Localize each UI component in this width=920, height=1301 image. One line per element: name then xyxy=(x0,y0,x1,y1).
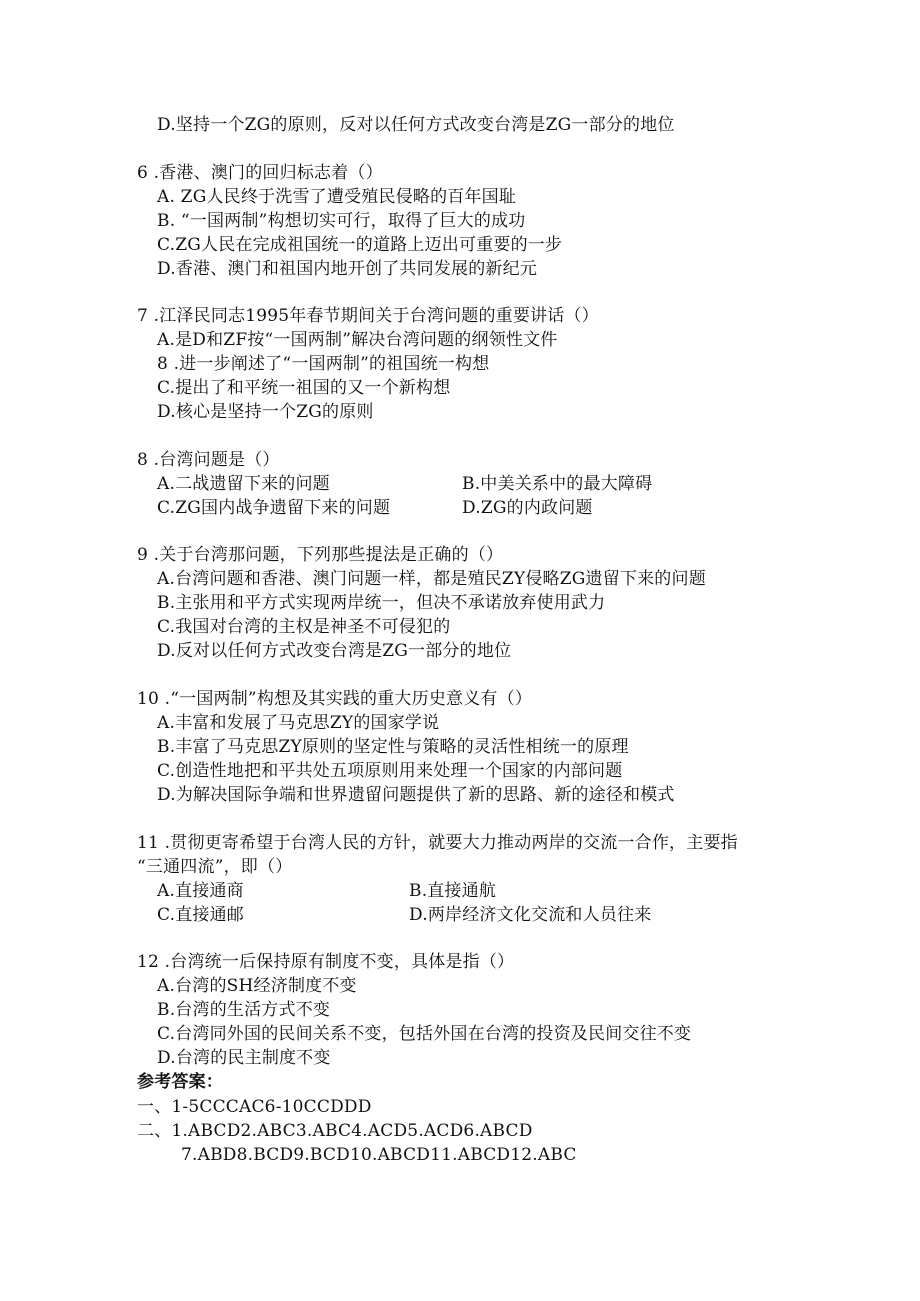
q10-option-d: D.为解决国际争端和世界遗留问题提供了新的思路、新的途径和模式 xyxy=(157,785,675,805)
question-8: 8 .台湾问题是（） xyxy=(137,450,280,470)
question-9: 9 .关于台湾那问题，下列那些提法是正确的（） xyxy=(137,545,504,565)
question-11-continued: “三通四流”，即（） xyxy=(137,857,293,877)
q6-option-a: A. ZG人民终于洗雪了遭受殖民侵略的百年国耻 xyxy=(157,187,517,207)
answer-key-part-2: 二、1.ABCD2.ABC3.ABC4.ACD5.ACD6.ABCD xyxy=(137,1121,533,1141)
q7-option-b: 8 .进一步阐述了“一国两制”的祖国统一构想 xyxy=(157,354,490,374)
q6-option-d: D.香港、澳门和祖国内地开创了共同发展的新纪元 xyxy=(157,259,538,279)
option-d-q5: D.坚持一个ZG的原则，反对以任何方式改变台湾是ZG一部分的地位 xyxy=(157,115,675,135)
q8-option-d: D.ZG的内政问题 xyxy=(462,498,593,518)
q9-option-d: D.反对以任何方式改变台湾是ZG一部分的地位 xyxy=(157,641,512,661)
q8-option-b: B.中美关系中的最大障碍 xyxy=(462,474,653,494)
q11-option-a: A.直接通商 xyxy=(157,881,244,901)
question-6: 6 .香港、澳门的回归标志着（） xyxy=(137,163,383,183)
answer-key-title: 参考答案： xyxy=(137,1072,223,1092)
q12-option-d: D.台湾的民主制度不变 xyxy=(157,1048,331,1068)
q8-option-c: C.ZG国内战争遗留下来的问题 xyxy=(157,498,391,518)
q6-option-c: C.ZG人民在完成祖国统一的道路上迈出可重要的一步 xyxy=(157,235,563,255)
q7-option-a: A.是D和ZF按“一国两制”解决台湾问题的纲领性文件 xyxy=(157,330,558,350)
q10-option-a: A.丰富和发展了马克思ZY的国家学说 xyxy=(157,713,440,733)
q9-option-c: C.我国对台湾的主权是神圣不可侵犯的 xyxy=(157,617,451,637)
q12-option-a: A.台湾的SH经济制度不变 xyxy=(157,976,357,996)
question-10: 10 .“一国两制”构想及其实践的重大历史意义有（） xyxy=(137,689,533,709)
q11-option-c: C.直接通邮 xyxy=(157,905,245,925)
q9-option-a: A.台湾问题和香港、澳门问题一样，都是殖民ZY侵略ZG遗留下来的问题 xyxy=(157,569,706,589)
q7-option-d: D.核心是坚持一个ZG的原则 xyxy=(157,402,374,422)
question-11: 11 .贯彻更寄希望于台湾人民的方针，就要大力推动两岸的交流一合作，主要指 xyxy=(137,833,738,853)
question-7: 7 .江泽民同志1995年春节期间关于台湾问题的重要讲话（） xyxy=(137,306,599,326)
answer-key-part-2-continued: 7.ABD8.BCD9.BCD10.ABCD11.ABCD12.ABC xyxy=(181,1145,577,1165)
q8-option-a: A.二战遗留下来的问题 xyxy=(157,474,330,494)
q10-option-b: B.丰富了马克思ZY原则的坚定性与策略的灵活性相统一的原理 xyxy=(157,737,629,757)
q6-option-b: B. “一国两制”构想切实可行，取得了巨大的成功 xyxy=(157,211,526,231)
q7-option-c: C.提出了和平统一祖国的又一个新构想 xyxy=(157,378,451,398)
q9-option-b: B.主张用和平方式实现两岸统一，但决不承诺放弃使用武力 xyxy=(157,593,606,613)
answer-key-part-1: 一、1-5CCCAC6-10CCDDD xyxy=(137,1097,372,1117)
q10-option-c: C.创造性地把和平共处五项原则用来处理一个国家的内部问题 xyxy=(157,761,623,781)
q12-option-b: B.台湾的生活方式不变 xyxy=(157,1000,331,1020)
question-12: 12 .台湾统一后保持原有制度不变，具体是指（） xyxy=(137,952,515,972)
q11-option-d: D.两岸经济文化交流和人员往来 xyxy=(409,905,652,925)
q11-option-b: B.直接通航 xyxy=(409,881,497,901)
q12-option-c: C.台湾同外国的民间关系不变，包括外国在台湾的投资及民间交往不变 xyxy=(157,1024,692,1044)
